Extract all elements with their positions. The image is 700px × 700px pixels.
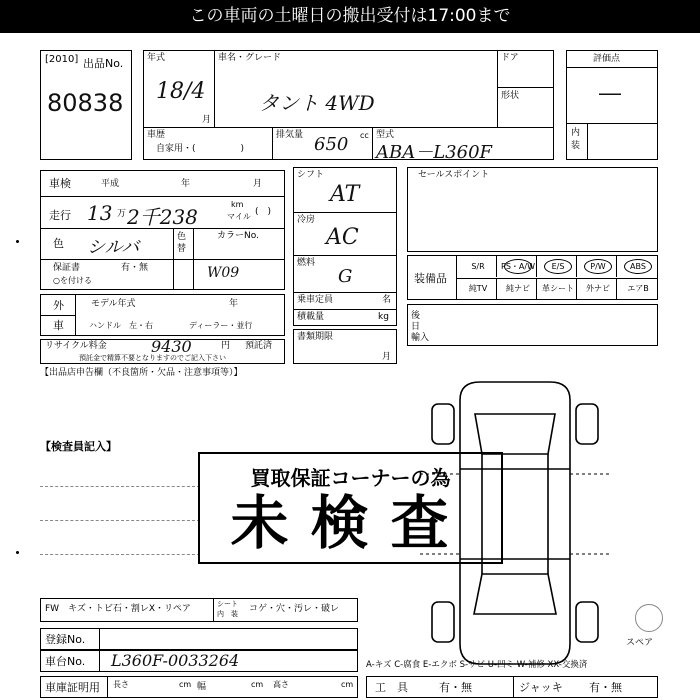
chassis-label: 車台No.: [45, 655, 86, 668]
model-year-label: モデル年式: [91, 299, 136, 309]
cert-label: 車庫証明用: [45, 681, 100, 694]
recycle-label: リサイクル料金: [45, 341, 107, 351]
stamp-top: 買取保証コーナーの為: [250, 466, 451, 490]
equipment-divider: [576, 256, 577, 277]
fuel-label: 燃料: [297, 258, 316, 268]
seat-legend: コゲ・穴・汚レ・破レ: [249, 604, 340, 614]
equipment-divider: [496, 256, 497, 277]
mileage-paren: ( ): [255, 207, 272, 217]
car-name-value: タント 4WD: [259, 91, 375, 115]
equipment-item: PS・A/W: [501, 262, 535, 271]
equipment-circle-mark: [504, 259, 532, 274]
shuppin-no-label: 出品No.: [83, 57, 124, 70]
equipment-item: 革シート: [542, 284, 574, 293]
warranty-note: ○を付ける: [53, 276, 92, 285]
shareki-label: 車歴: [147, 130, 166, 140]
chassis-value: L360F-0033264: [111, 651, 240, 670]
equipment-divider: [496, 278, 497, 299]
mile-label: マイル: [227, 212, 251, 221]
shaken-month: 月: [253, 179, 263, 189]
shaken-label: 車検: [49, 177, 71, 190]
rear-label: 後日: [411, 311, 421, 332]
rating-value: ―: [599, 81, 621, 106]
tools-options: 有・無: [439, 681, 472, 694]
recycle-unit: 円: [221, 341, 231, 351]
gaisha-box: [40, 294, 285, 336]
defects-title: 【出品店申告欄（不良箇所・欠品・注意事項等）】: [40, 368, 243, 378]
mileage-man: 13: [87, 201, 113, 225]
cert-width: 幅: [197, 682, 207, 692]
spare-label: スペア: [626, 638, 654, 648]
tools-row: [366, 676, 658, 698]
registration-row: [143, 127, 554, 163]
displacement-label: 排気量: [276, 130, 304, 140]
aircon-label: 冷房: [297, 215, 316, 225]
equipment-item: ABS: [630, 262, 646, 271]
mileage-label: 走行: [49, 209, 71, 222]
cert-cm: cm: [341, 680, 354, 689]
interior-label: 内装: [571, 128, 581, 151]
model-label: 型式: [376, 130, 395, 140]
fw-legend: FW キズ・トビ石・割レX・リペア: [45, 604, 191, 614]
spare-tire-icon: [635, 604, 663, 632]
nenshiki-value: 18/4: [156, 79, 206, 104]
load-label: 積載量: [297, 312, 325, 322]
color-no-value: W09: [207, 265, 240, 281]
shareki-value: 自家用・( ): [156, 144, 245, 154]
register-label: 登録No.: [45, 633, 86, 646]
rear-box: [407, 304, 658, 346]
seating-unit: 名: [382, 295, 392, 305]
equipment-circle-mark: [624, 259, 652, 274]
model-value: ABA－L360F: [376, 142, 493, 163]
stamp-box: [198, 452, 503, 564]
shape-label: 形状: [501, 91, 520, 101]
equipment-item: エアB: [627, 284, 649, 293]
handle-label: ハンドル 左・右: [89, 321, 153, 330]
aircon-box: [293, 212, 397, 256]
equipment-item: E/S: [551, 262, 565, 271]
cert-cm: cm: [179, 680, 192, 689]
rating-box: [566, 50, 658, 160]
equipment-divider: [616, 278, 617, 299]
km-label: km: [231, 200, 244, 209]
dealer-label: ディーラー・並行: [189, 321, 253, 330]
recycle-box: [40, 339, 285, 364]
cert-height: 高さ: [273, 680, 289, 689]
jack-label: ジャッキ: [519, 681, 563, 694]
seat-label: シート 内 装: [217, 600, 238, 618]
aircon-value: AC: [326, 225, 359, 250]
gaisha-year: 年: [229, 299, 239, 309]
shaken-era: 平成: [101, 179, 120, 189]
recycle-value: 9430: [151, 337, 192, 356]
sales-point-box: [407, 167, 658, 252]
fuel-value: G: [338, 266, 353, 287]
banner: この車両の土曜日の搬出受付は17:00まで: [0, 0, 700, 33]
equipment-divider: [536, 278, 537, 299]
equipment-item: P/W: [590, 262, 606, 271]
rating-label: 評価点: [593, 54, 621, 64]
shift-label: シフト: [297, 170, 325, 180]
inspector-title: 【検査員記入】: [40, 440, 117, 453]
equipment-item: 純TV: [468, 284, 488, 293]
equipment-divider: [536, 256, 537, 277]
equipment-circle-mark: [544, 259, 572, 274]
cert-cm: cm: [251, 680, 264, 689]
sales-point-label: セールスポイント: [418, 170, 490, 180]
door-label: ドア: [501, 53, 519, 63]
equipment-item: S/R: [471, 262, 485, 271]
equipment-item: 外ナビ: [586, 284, 610, 293]
equipment-item: 純ナビ: [506, 284, 530, 293]
shift-value: AT: [330, 182, 360, 207]
mileage-rest: 2千238: [127, 205, 198, 229]
cc-label: cc: [360, 131, 369, 140]
warranty-options: 有・無: [121, 263, 149, 273]
displacement-value: 650: [314, 134, 349, 155]
year-mark: [2010]: [45, 54, 79, 65]
margin-dot: [16, 240, 19, 243]
seating-label: 乗車定員: [297, 295, 334, 305]
margin-dot: [16, 551, 19, 554]
inspection-period-box: [293, 329, 397, 364]
fuel-box: [293, 255, 397, 293]
lot-number: 80838: [47, 89, 124, 117]
equipment-divider: [576, 278, 577, 299]
door-box: [497, 50, 554, 128]
gaisha-bottom: 車: [53, 319, 64, 332]
color-swap-label: 色替: [177, 232, 187, 254]
mileage-unit: 万: [117, 209, 127, 219]
load-unit: kg: [378, 312, 389, 322]
equipment-circle-mark: [584, 259, 612, 274]
stamp-bottom: 未検査: [230, 489, 471, 557]
chassis-row: [40, 650, 358, 672]
month-suffix: 月: [202, 115, 212, 125]
rear-label2: 輸入: [411, 333, 430, 343]
jack-options: 有・無: [589, 681, 622, 694]
warranty-label: 保証書: [53, 263, 81, 273]
seating-box: [293, 292, 397, 326]
equipment-label: 装備品: [414, 272, 447, 285]
damage-legend: A-キズ C-腐食 E-エクボ S-サビ U-凹ミ W-補修 XX-交換済: [366, 660, 588, 670]
color-label: 色: [53, 237, 64, 250]
color-value: シルバ: [87, 237, 140, 258]
cert-row: [40, 676, 358, 698]
nenshiki-box: [143, 50, 215, 128]
car-name-label: 車名・グレード: [218, 53, 282, 63]
inspection-period-month: 月: [382, 352, 392, 362]
lot-number-box: [40, 50, 132, 160]
fw-legend-row: [40, 598, 358, 622]
left-info-block: [40, 170, 285, 290]
register-row: [40, 628, 358, 650]
nenshiki-label: 年式: [147, 53, 166, 63]
shaken-year: 年: [181, 179, 191, 189]
equipment-box: [407, 255, 658, 300]
recycle-note: 預託金で精算不要となりますのでご記入下さい: [79, 354, 226, 362]
gaisha-top: 外: [53, 299, 64, 312]
color-no-label: カラーNo.: [217, 231, 259, 241]
cert-length: 長さ: [113, 680, 129, 689]
car-name-box: [214, 50, 498, 128]
inspection-period-label: 書類期限: [297, 332, 334, 342]
tools-label: 工 具: [375, 681, 408, 694]
equipment-divider: [616, 256, 617, 277]
recycle-status: 預託済: [245, 341, 273, 351]
shift-box: [293, 167, 397, 213]
